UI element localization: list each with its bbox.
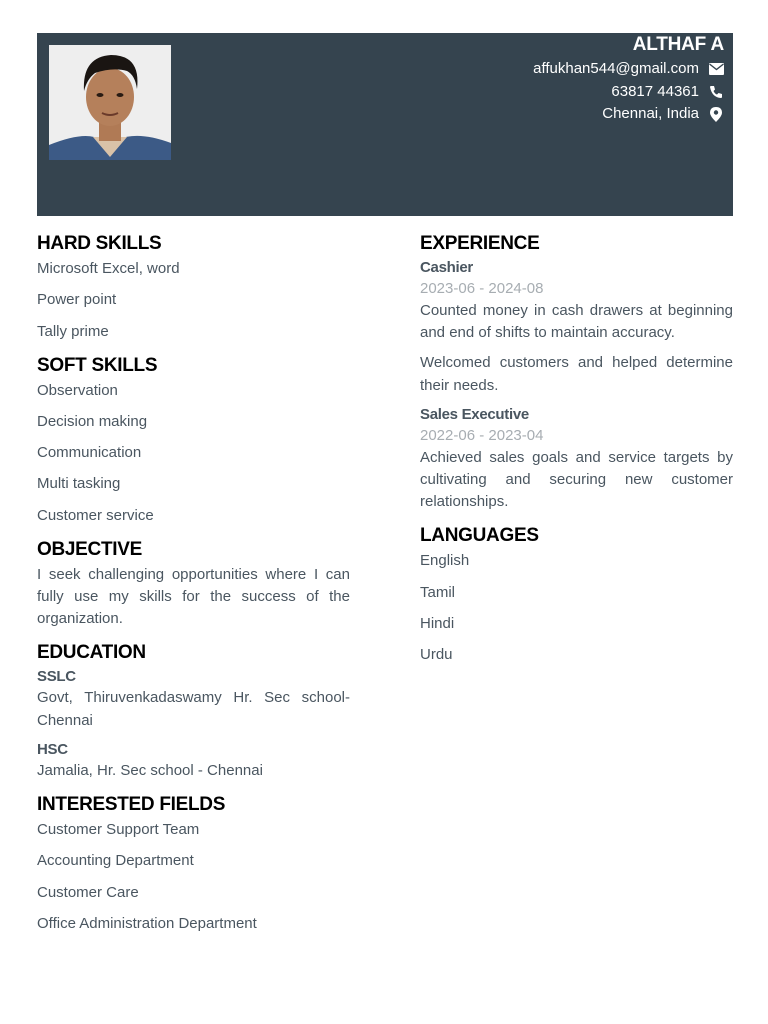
soft-skill-item: Multi tasking (37, 475, 121, 493)
location-row (533, 103, 724, 126)
education-school: Jamalia, Hr. Sec school - Chennai (37, 761, 263, 779)
education-degree: SSLC (37, 668, 76, 686)
hard-skill-item: Tally prime (37, 322, 109, 340)
soft-skill-item: Customer service (37, 506, 154, 524)
interested-field-item: Customer Support Team (37, 821, 200, 838)
interested-fields-list (37, 819, 350, 935)
job-dates: 2023-06 - 2024-08 (420, 280, 544, 297)
language-item: Tamil (420, 583, 456, 601)
language-item: Urdu (420, 646, 453, 664)
resume-header (37, 33, 733, 216)
soft-skills-title: SOFT SKILLS (37, 354, 158, 376)
map-pin-icon (708, 106, 724, 122)
education-section (37, 641, 350, 782)
job-role: Sales Executive (420, 405, 529, 423)
objective-section (37, 538, 350, 631)
experience-title: EXPERIENCE (420, 233, 540, 254)
language-item: Hindi (420, 615, 455, 633)
candidate-name: ALTHAF A (632, 34, 724, 55)
job-description: Counted money in cash drawers at beginning and end of shifts to maintain accuracy. (420, 302, 733, 342)
objective-title: OBJECTIVE (37, 538, 142, 560)
interested-fields-title: INTERESTED FIELDS (37, 794, 226, 815)
hard-skill-item: Microsoft Excel, word (37, 260, 180, 277)
hard-skill-item: Power point (37, 291, 117, 309)
job-role: Cashier (420, 259, 473, 276)
interested-fields-section (37, 793, 350, 935)
email-text[interactable]: affukhan544@gmail.com (533, 60, 699, 78)
hard-skills-list (37, 258, 350, 343)
job-description: Welcomed customers and helped determine their needs. (420, 354, 733, 394)
soft-skill-item: Observation (37, 381, 118, 399)
soft-skills-list (37, 380, 350, 527)
education-list (37, 667, 350, 782)
interested-field-item: Accounting Department (37, 852, 194, 870)
experience-section (420, 232, 733, 513)
hard-skills-section (37, 232, 350, 343)
contact-info (533, 33, 724, 126)
envelope-icon (708, 61, 724, 77)
education-school: Govt, Thiruvenkadaswamy Hr. Sec school-Chennai (37, 689, 350, 729)
education-degree: HSC (37, 740, 68, 758)
languages-title: LANGUAGES (420, 525, 539, 547)
soft-skills-section (37, 354, 350, 527)
hard-skills-title: HARD SKILLS (37, 233, 162, 254)
languages-list (420, 550, 733, 666)
experience-list (420, 258, 733, 513)
left-column (37, 232, 350, 946)
location-text: Chennai, India (602, 105, 699, 123)
job-dates: 2022-06 - 2023-04 (420, 426, 544, 444)
email-row (533, 58, 724, 81)
phone-text[interactable]: 63817 44361 (611, 82, 699, 100)
languages-section (420, 524, 733, 666)
profile-photo (49, 45, 171, 160)
phone-row (533, 81, 724, 104)
soft-skill-item: Communication (37, 444, 142, 462)
language-item: English (420, 552, 470, 570)
education-title: EDUCATION (37, 642, 146, 664)
phone-icon (708, 84, 724, 100)
objective-text: I seek challenging opportunities where I can fully use my skills for the success of the organization. (37, 565, 350, 628)
job-description: Achieved sales goals and service targets by cultivating and securing new customer relationships. (420, 448, 733, 511)
interested-field-item: Office Administration Department (37, 914, 257, 932)
interested-field-item: Customer Care (37, 883, 139, 901)
right-column (420, 232, 733, 677)
soft-skill-item: Decision making (37, 412, 148, 430)
